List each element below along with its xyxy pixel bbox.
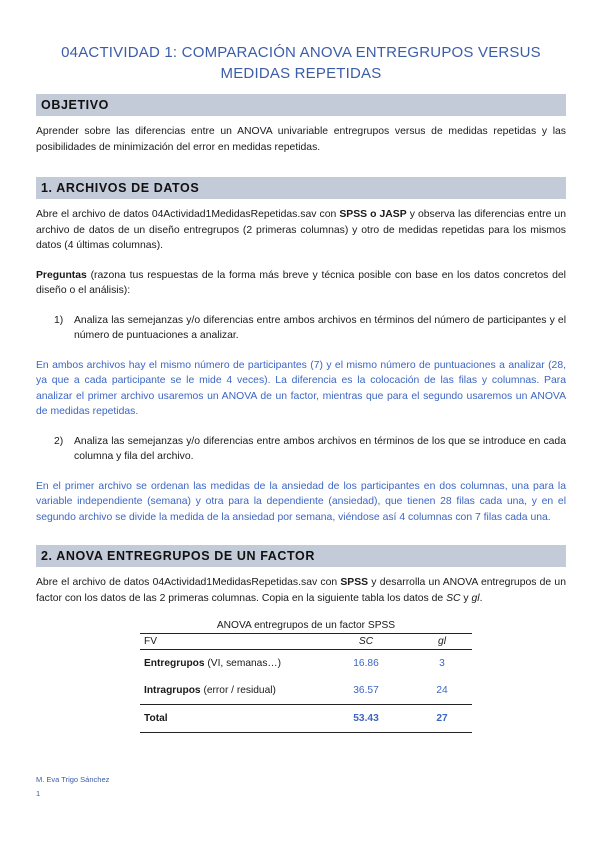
row-gl-value: 24 (436, 685, 448, 696)
row-sc-value: 36.57 (353, 685, 379, 696)
section2-intro: Abre el archivo de datos 04Actividad1MedidasRepetidas.sav con SPSS y desarrolla un ANOVA entregrupos de un factor con los datos de las 2 primeras columnas. Copia en la siguiente tabla los datos de SC y gl. (36, 577, 566, 604)
table-header-row (140, 634, 472, 650)
section-heading-anova: 2. ANOVA ENTREGRUPOS DE UN FACTOR (36, 545, 566, 567)
table-total-row (140, 705, 472, 733)
row-sc-value: 16.86 (353, 658, 379, 669)
table-caption: ANOVA entregrupos de un factor SPSS (216, 620, 396, 631)
table-row (140, 650, 472, 678)
total-sc-value: 53.43 (320, 705, 412, 733)
answer-1: En ambos archivos hay el mismo número de participantes (7) y el mismo número de puntuaciones a analizar (28, ya que a cada participante se le mide 4 veces). La diferencia es la colocación de las filas y columnas. Para analizar el primer archivo usaremos un ANOVA de un factor, mientras que para el segundo usaremos un ANOVA de medidas repetidas. (36, 359, 566, 417)
footer-author: M. Eva Trigo Sánchez (36, 775, 110, 784)
row-gl-value: 3 (439, 658, 445, 669)
header-sc: SC (320, 634, 412, 650)
question-1: 1) Analiza las semejanzas y/o diferencias entre ambos archivos en términos del número de participantes y el número de puntuaciones a analizar. (54, 314, 566, 341)
section-heading-archivos: 1. ARCHIVOS DE DATOS (36, 177, 566, 199)
row-label: Intragrupos (error / residual) (144, 685, 276, 696)
answer-2: En el primer archivo se ordenan las medidas de la ansiedad de los participantes en dos columnas, una para la variable independiente (semana) y otra para la dependiente (ansiedad), que tienen 28 filas cada una, y en el segundo archivo se divide la medida de la ansiedad por semana, viéndose así 4 columnas con 7 filas cada una. (36, 480, 566, 523)
header-gl: gl (412, 634, 472, 650)
total-label: Total (140, 705, 320, 733)
document-title: 04ACTIVIDAD 1: COMPARACIÓN ANOVA ENTREGRUPOS VERSUS MEDIDAS REPETIDAS (61, 44, 541, 82)
preguntas-intro: Preguntas (razona tus respuestas de la forma más breve y técnica posible con base en los datos concretos del diseño o el análisis): (36, 269, 566, 296)
section1-intro: Abre el archivo de datos 04Actividad1MedidasRepetidas.sav con SPSS o JASP y observa las diferencias entre un archivo de datos de un diseño entregrupos (2 primeras columnas) y otro de medidas repetidas para los mismos datos (4 últimas columnas). (36, 209, 566, 251)
page-number: 1 (36, 789, 41, 798)
total-gl-value: 27 (412, 705, 472, 733)
header-fv: FV (140, 634, 320, 650)
question-2: 2) Analiza las semejanzas y/o diferencias entre ambos archivos en términos de los que se introduce en cada columna y fila del archivo. (54, 435, 566, 462)
row-label: Entregrupos (VI, semanas…) (144, 658, 282, 669)
objetivo-text: Aprender sobre las diferencias entre un ANOVA univariable entregrupos versus de medidas repetidas y las posibilidades de minimización del error en medidas repetidas. (36, 126, 566, 153)
document-page (36, 0, 566, 733)
table-row (140, 677, 472, 705)
anova-table (140, 620, 472, 733)
page-footer (36, 773, 109, 801)
section-heading-objetivo: OBJETIVO (36, 94, 566, 116)
